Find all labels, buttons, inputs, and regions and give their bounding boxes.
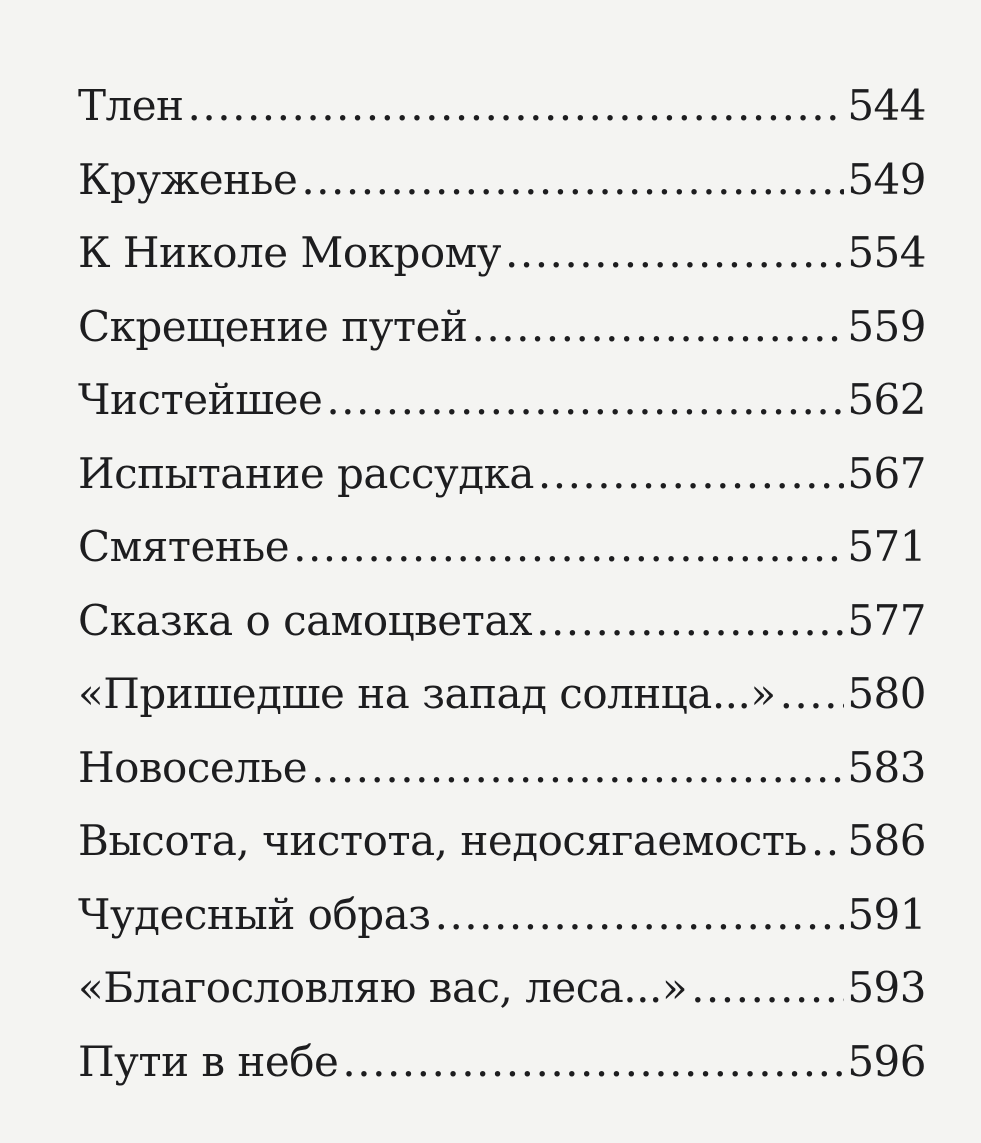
toc-entry	[78, 519, 926, 593]
dot-leader	[435, 887, 845, 943]
entry-page-number: 586	[847, 816, 926, 865]
toc-entry	[78, 78, 926, 152]
entry-page-number: 571	[847, 522, 926, 571]
entry-page-number: 583	[847, 742, 926, 792]
dot-leader	[780, 666, 845, 722]
entry-title: К Николе Мокрому	[78, 228, 501, 277]
dot-leader	[811, 813, 844, 869]
entry-title: Скрещение путей	[78, 301, 468, 351]
entry-title: Чудесный образ	[78, 889, 431, 939]
entry-title: Круженье	[78, 154, 298, 204]
entry-title: «Благословляю вас, леса...»	[78, 963, 688, 1012]
toc-entry	[78, 446, 926, 520]
dot-leader	[326, 372, 844, 428]
table-of-contents	[78, 78, 926, 1107]
toc-entry	[78, 887, 926, 961]
entry-page-number: 593	[847, 963, 926, 1012]
entry-page-number: 544	[847, 81, 926, 130]
entry-title: Пути в небе	[78, 1036, 339, 1086]
toc-entry	[78, 225, 926, 299]
toc-entry	[78, 1034, 926, 1108]
dot-leader	[311, 740, 844, 796]
entry-page-number: 554	[847, 228, 926, 277]
entry-title: Сказка о самоцветах	[78, 595, 533, 645]
dot-leader	[188, 78, 845, 134]
dot-leader	[301, 152, 844, 208]
dot-leader	[505, 225, 844, 281]
dot-leader	[536, 593, 844, 649]
dot-leader	[293, 519, 844, 575]
dot-leader	[691, 960, 844, 1016]
entry-page-number: 591	[847, 889, 926, 939]
entry-title: Испытание рассудка	[78, 448, 534, 498]
entry-page-number: 549	[847, 154, 926, 204]
entry-page-number: 559	[847, 301, 926, 351]
entry-title: «Пришедше на запад солнца...»	[78, 669, 776, 718]
dot-leader	[538, 446, 844, 502]
toc-entry	[78, 372, 926, 446]
entry-title: Тлен	[78, 81, 184, 130]
entry-page-number: 577	[847, 595, 926, 645]
toc-entry	[78, 960, 926, 1034]
toc-entry	[78, 593, 926, 667]
entry-title: Чистейшее	[78, 375, 323, 424]
toc-entry	[78, 813, 926, 887]
entry-title: Новоселье	[78, 742, 308, 792]
toc-entry	[78, 740, 926, 814]
dot-leader	[342, 1034, 844, 1090]
toc-entry	[78, 299, 926, 373]
toc-entry	[78, 666, 926, 740]
toc-entry	[78, 152, 926, 226]
entry-page-number: 596	[847, 1036, 926, 1086]
entry-page-number: 562	[847, 375, 926, 424]
dot-leader	[472, 299, 845, 355]
entry-page-number: 567	[847, 448, 926, 498]
entry-title: Смятенье	[78, 522, 290, 571]
entry-title: Высота, чистота, недосягаемость	[78, 816, 807, 865]
entry-page-number: 580	[847, 669, 926, 718]
